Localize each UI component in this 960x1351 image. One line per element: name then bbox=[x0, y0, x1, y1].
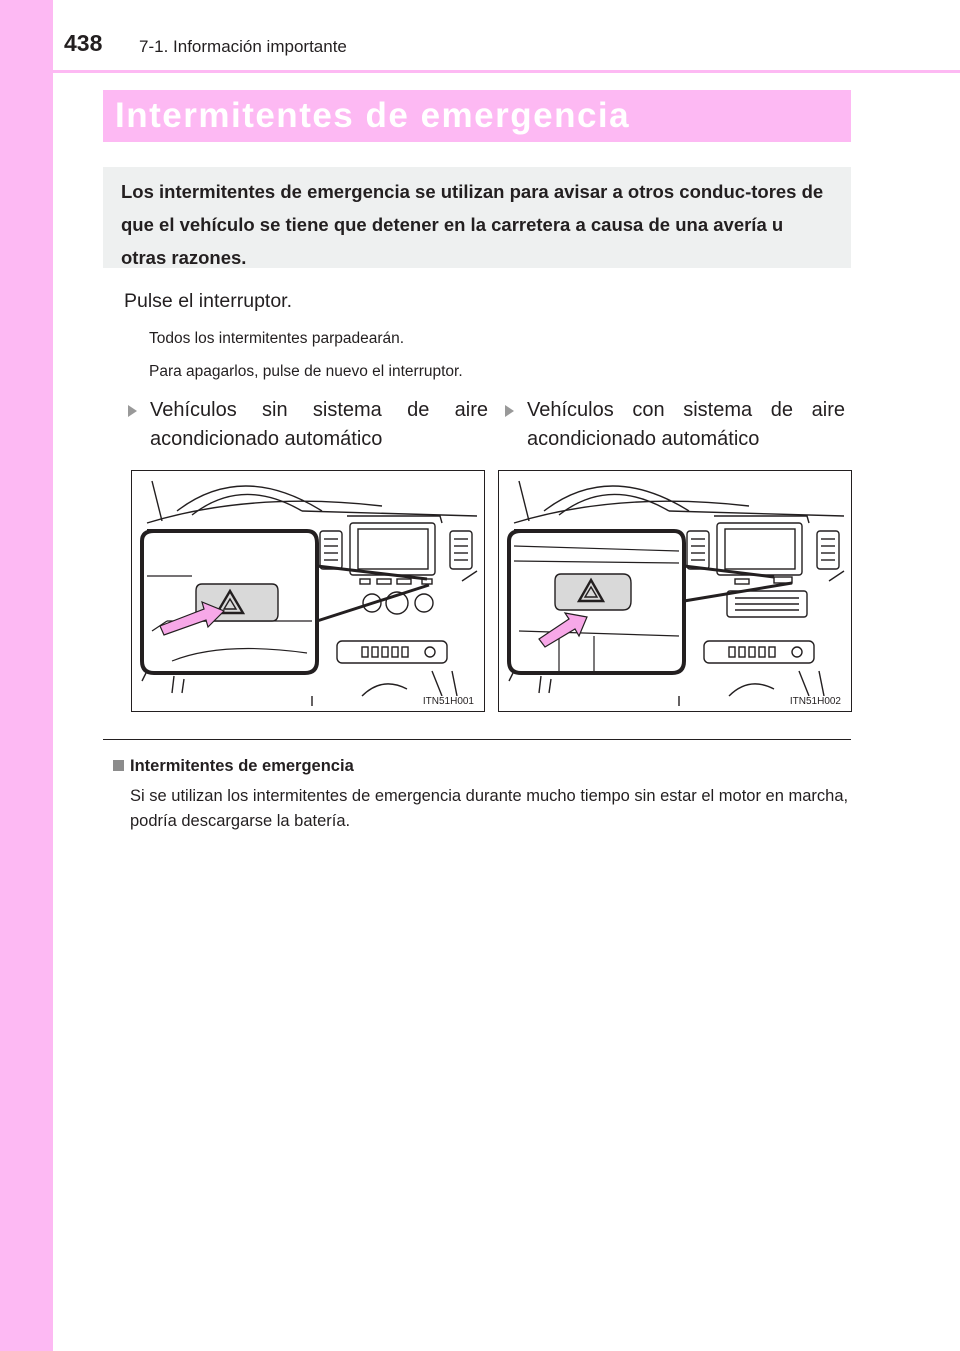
hazard-switch bbox=[555, 574, 631, 610]
running-head: 7-1. Información importante bbox=[139, 37, 347, 56]
bullet-triangle-icon bbox=[128, 405, 137, 417]
intro-box bbox=[103, 167, 851, 268]
step-instruction: Pulse el interruptor. bbox=[124, 290, 293, 312]
figure-dashboard-with-auto-ac bbox=[498, 470, 852, 712]
figure-dashboard-without-auto-ac bbox=[131, 470, 485, 712]
dashboard-illustration bbox=[499, 471, 851, 711]
variant-label: Vehículos sin sistema de aire acondicionado automático bbox=[150, 399, 488, 450]
subsection-heading bbox=[113, 757, 354, 776]
section-divider bbox=[103, 739, 851, 740]
figure-code: ITN51H002 bbox=[789, 696, 841, 707]
page-number: 438 bbox=[64, 30, 103, 56]
variant-with-auto-ac bbox=[505, 396, 845, 454]
note-turn-off: Para apagarlos, pulse de nuevo el interruptor. bbox=[149, 363, 463, 380]
side-color-band bbox=[0, 0, 53, 1351]
title-bar bbox=[103, 90, 851, 142]
bullet-triangle-icon bbox=[505, 405, 514, 417]
dashboard-illustration bbox=[132, 471, 484, 711]
note-all-flash: Todos los intermitentes parpadearán. bbox=[149, 330, 405, 347]
subsection-heading-text: Intermitentes de emergencia bbox=[130, 757, 354, 775]
variant-without-auto-ac bbox=[128, 396, 488, 454]
page-title: Intermitentes de emergencia bbox=[115, 96, 631, 135]
variant-label: Vehículos con sistema de aire acondicionado automático bbox=[527, 399, 845, 450]
figure-code: ITN51H001 bbox=[422, 696, 474, 707]
header-rule bbox=[53, 70, 960, 73]
intro-text: Los intermitentes de emergencia se utilizan para avisar a otros conduc-tores de que el vehículo se tiene que detener en la carretera a causa de una avería u otras razones. bbox=[121, 181, 824, 268]
square-bullet-icon bbox=[113, 760, 124, 771]
subsection-body: Si se utilizan los intermitentes de emergencia durante mucho tiempo sin estar el motor en marcha, podría descargarse la batería. bbox=[130, 787, 849, 830]
